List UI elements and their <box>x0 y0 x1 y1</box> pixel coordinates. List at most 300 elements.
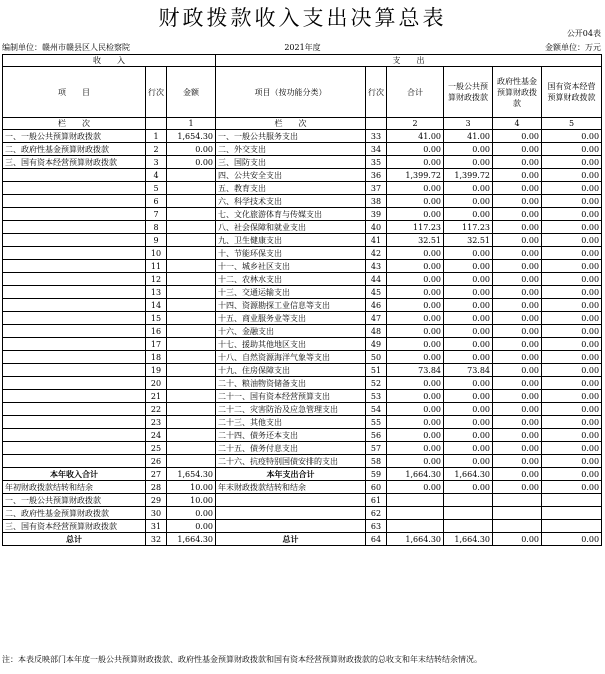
total-cell: 41.00 <box>387 130 444 143</box>
gov-fund-cell: 0.00 <box>493 156 542 169</box>
table-row <box>3 169 602 182</box>
function-item-header: 项目（按功能分类） <box>216 67 366 118</box>
table-row <box>3 325 602 338</box>
table-row <box>3 156 602 169</box>
general-budget-cell: 0.00 <box>444 351 493 364</box>
table-row <box>3 468 602 481</box>
income-amount-cell: 1,654.30 <box>167 468 216 481</box>
state-capital-cell: 0.00 <box>542 247 602 260</box>
state-capital-cell: 0.00 <box>542 533 602 546</box>
expenditure-row-no-cell: 56 <box>366 429 387 442</box>
col-number: 1 <box>167 118 216 130</box>
income-amount-cell <box>167 195 216 208</box>
income-amount-cell <box>167 221 216 234</box>
col-number: 2 <box>387 118 444 130</box>
expenditure-row-no-cell: 58 <box>366 455 387 468</box>
income-amount-cell <box>167 403 216 416</box>
expenditure-row-no-cell: 37 <box>366 182 387 195</box>
table-row <box>3 182 602 195</box>
total-cell: 0.00 <box>387 286 444 299</box>
income-row-no-cell: 15 <box>146 312 167 325</box>
expenditure-row-no-cell: 64 <box>366 533 387 546</box>
income-amount-cell <box>167 416 216 429</box>
income-row-no-cell: 27 <box>146 468 167 481</box>
total-cell: 0.00 <box>387 455 444 468</box>
expenditure-item-cell: 十、节能环保支出 <box>216 247 366 260</box>
expenditure-item-cell: 四、公共安全支出 <box>216 169 366 182</box>
income-row-no-cell: 24 <box>146 429 167 442</box>
general-budget-cell: 0.00 <box>444 299 493 312</box>
income-row-no-cell: 10 <box>146 247 167 260</box>
income-row-no-cell: 26 <box>146 455 167 468</box>
org-label: 编制单位：赣州市赣县区人民检察院 <box>2 43 130 52</box>
income-row-no-cell: 9 <box>146 234 167 247</box>
income-amount-cell <box>167 286 216 299</box>
state-capital-cell: 0.00 <box>542 143 602 156</box>
expenditure-item-cell: 十五、商业服务业等支出 <box>216 312 366 325</box>
general-budget-cell: 0.00 <box>444 286 493 299</box>
gov-fund-cell: 0.00 <box>493 481 542 494</box>
expenditure-item-cell: 二十四、债务还本支出 <box>216 429 366 442</box>
gov-fund-cell: 0.00 <box>493 338 542 351</box>
gov-fund-cell <box>493 507 542 520</box>
table-row <box>3 494 602 507</box>
total-cell: 1,399.72 <box>387 169 444 182</box>
table-row <box>3 143 602 156</box>
gov-fund-cell: 0.00 <box>493 377 542 390</box>
income-amount-cell <box>167 169 216 182</box>
col-number: 3 <box>444 118 493 130</box>
expenditure-row-no-cell: 50 <box>366 351 387 364</box>
table-row <box>3 377 602 390</box>
income-row-no-cell: 19 <box>146 364 167 377</box>
expenditure-row-no-cell: 36 <box>366 169 387 182</box>
expenditure-item-cell: 十六、金融支出 <box>216 325 366 338</box>
income-amount-cell: 0.00 <box>167 143 216 156</box>
gov-fund-cell: 0.00 <box>493 455 542 468</box>
total-cell <box>387 507 444 520</box>
expenditure-item-cell <box>216 520 366 533</box>
income-item-cell <box>3 221 146 234</box>
state-capital-cell: 0.00 <box>542 416 602 429</box>
total-cell: 0.00 <box>387 143 444 156</box>
expenditure-row-no-cell: 39 <box>366 208 387 221</box>
gov-fund-cell: 0.00 <box>493 182 542 195</box>
expenditure-item-cell: 十二、农林水支出 <box>216 273 366 286</box>
income-amount-cell: 10.00 <box>167 494 216 507</box>
general-budget-cell: 0.00 <box>444 338 493 351</box>
total-cell: 0.00 <box>387 338 444 351</box>
expenditure-item-cell: 二十五、债务付息支出 <box>216 442 366 455</box>
state-capital-cell: 0.00 <box>542 325 602 338</box>
income-amount-cell <box>167 390 216 403</box>
state-capital-cell: 0.00 <box>542 299 602 312</box>
gov-fund-cell: 0.00 <box>493 195 542 208</box>
state-capital-cell: 0.00 <box>542 351 602 364</box>
state-capital-cell: 0.00 <box>542 260 602 273</box>
income-item-cell <box>3 260 146 273</box>
income-item-cell <box>3 169 146 182</box>
expenditure-item-cell: 十三、交通运输支出 <box>216 286 366 299</box>
income-item-cell <box>3 351 146 364</box>
state-capital-cell: 0.00 <box>542 195 602 208</box>
gov-fund-cell: 0.00 <box>493 273 542 286</box>
expenditure-item-cell: 二十一、国有资本经营预算支出 <box>216 390 366 403</box>
gov-fund-cell: 0.00 <box>493 312 542 325</box>
total-cell: 0.00 <box>387 312 444 325</box>
income-item-cell <box>3 312 146 325</box>
footnote: 注：本表反映部门本年度一般公共预算财政拨款、政府性基金预算财政拨款和国有资本经营预算财政拨款的总收支和年末结转结余情况。 <box>2 655 482 664</box>
total-cell: 1,664.30 <box>387 533 444 546</box>
state-capital-cell: 0.00 <box>542 182 602 195</box>
general-budget-cell: 41.00 <box>444 130 493 143</box>
total-cell: 0.00 <box>387 273 444 286</box>
income-item-cell <box>3 416 146 429</box>
income-amount-cell <box>167 429 216 442</box>
expenditure-item-cell: 十一、城乡社区支出 <box>216 260 366 273</box>
total-cell: 117.23 <box>387 221 444 234</box>
income-amount-cell <box>167 299 216 312</box>
income-row-no-cell: 13 <box>146 286 167 299</box>
state-capital-cell: 0.00 <box>542 286 602 299</box>
expenditure-item-cell: 二十二、灾害防治及应急管理支出 <box>216 403 366 416</box>
state-capital-cell: 0.00 <box>542 156 602 169</box>
general-budget-cell: 0.00 <box>444 416 493 429</box>
general-budget-cell: 0.00 <box>444 273 493 286</box>
state-capital-cell: 0.00 <box>542 221 602 234</box>
total-cell: 0.00 <box>387 260 444 273</box>
gov-fund-cell: 0.00 <box>493 442 542 455</box>
expenditure-row-no-cell: 61 <box>366 494 387 507</box>
total-cell: 73.84 <box>387 364 444 377</box>
state-capital-cell: 0.00 <box>542 338 602 351</box>
gov-fund-cell: 0.00 <box>493 286 542 299</box>
income-item-cell <box>3 390 146 403</box>
general-budget-cell: 0.00 <box>444 143 493 156</box>
state-capital-cell: 0.00 <box>542 403 602 416</box>
gov-fund-cell: 0.00 <box>493 468 542 481</box>
state-capital-cell: 0.00 <box>542 130 602 143</box>
income-amount-cell <box>167 442 216 455</box>
income-amount-cell <box>167 338 216 351</box>
gov-fund-cell: 0.00 <box>493 130 542 143</box>
income-item-cell: 三、国有资本经营预算财政拨款 <box>3 156 146 169</box>
general-budget-cell <box>444 494 493 507</box>
general-budget-cell: 1,664.30 <box>444 468 493 481</box>
income-item-cell: 三、国有资本经营预算财政拨款 <box>3 520 146 533</box>
general-budget-cell: 73.84 <box>444 364 493 377</box>
income-item-cell <box>3 234 146 247</box>
gov-fund-cell: 0.00 <box>493 208 542 221</box>
table-row <box>3 507 602 520</box>
expenditure-row-no-cell: 55 <box>366 416 387 429</box>
income-amount-cell <box>167 312 216 325</box>
income-row-no-cell: 6 <box>146 195 167 208</box>
income-row-no-cell: 32 <box>146 533 167 546</box>
gov-fund-cell: 0.00 <box>493 390 542 403</box>
gov-fund-cell: 0.00 <box>493 325 542 338</box>
table-row <box>3 481 602 494</box>
expenditure-header: 支 出 <box>216 55 602 67</box>
income-row-no-cell: 8 <box>146 221 167 234</box>
income-item-cell <box>3 182 146 195</box>
gov-fund-cell: 0.00 <box>493 416 542 429</box>
item-header: 项 目 <box>3 67 146 118</box>
gov-fund-cell: 0.00 <box>493 364 542 377</box>
state-capital-cell: 0.00 <box>542 468 602 481</box>
income-row-no-cell: 14 <box>146 299 167 312</box>
general-budget-cell: 0.00 <box>444 481 493 494</box>
total-cell <box>387 520 444 533</box>
general-budget-cell: 1,399.72 <box>444 169 493 182</box>
income-amount-cell <box>167 325 216 338</box>
form-code: 公开04表 <box>566 29 601 38</box>
expenditure-item-cell: 本年支出合计 <box>216 468 366 481</box>
income-item-cell <box>3 429 146 442</box>
total-cell: 0.00 <box>387 299 444 312</box>
income-item-cell <box>3 377 146 390</box>
income-row-no-cell: 31 <box>146 520 167 533</box>
total-cell: 0.00 <box>387 156 444 169</box>
income-item-cell <box>3 299 146 312</box>
general-budget-cell: 0.00 <box>444 429 493 442</box>
expenditure-item-cell: 八、社会保障和就业支出 <box>216 221 366 234</box>
expenditure-item-cell: 七、文化旅游体育与传媒支出 <box>216 208 366 221</box>
general-budget-cell: 1,664.30 <box>444 533 493 546</box>
general-budget-cell: 0.00 <box>444 377 493 390</box>
income-amount-cell <box>167 455 216 468</box>
income-item-cell: 二、政府性基金预算财政拨款 <box>3 507 146 520</box>
total-cell: 0.00 <box>387 416 444 429</box>
state-capital-cell <box>542 494 602 507</box>
income-row-no-cell: 29 <box>146 494 167 507</box>
income-item-cell <box>3 247 146 260</box>
expenditure-row-no-cell: 53 <box>366 390 387 403</box>
expenditure-row-no-cell: 47 <box>366 312 387 325</box>
general-budget-cell: 0.00 <box>444 390 493 403</box>
col-number: 4 <box>493 118 542 130</box>
expenditure-item-cell: 总计 <box>216 533 366 546</box>
state-capital-cell: 0.00 <box>542 429 602 442</box>
table-row <box>3 429 602 442</box>
expenditure-item-cell: 五、教育支出 <box>216 182 366 195</box>
income-item-cell <box>3 442 146 455</box>
table-row <box>3 520 602 533</box>
general-budget-cell: 0.00 <box>444 312 493 325</box>
expenditure-item-cell: 一、一般公共服务支出 <box>216 130 366 143</box>
expenditure-item-cell: 十八、自然资源海洋气象等支出 <box>216 351 366 364</box>
general-budget-cell: 0.00 <box>444 455 493 468</box>
gov-fund-cell: 0.00 <box>493 299 542 312</box>
table-row <box>3 533 602 546</box>
income-amount-cell <box>167 247 216 260</box>
income-row-no-cell: 2 <box>146 143 167 156</box>
general-budget-cell: 117.23 <box>444 221 493 234</box>
state-capital-cell: 0.00 <box>542 208 602 221</box>
table-row <box>3 130 602 143</box>
total-cell: 0.00 <box>387 429 444 442</box>
table-row <box>3 234 602 247</box>
expenditure-row-no-cell: 40 <box>366 221 387 234</box>
table-row <box>3 364 602 377</box>
expenditure-item-cell: 二十、粮油物资储备支出 <box>216 377 366 390</box>
income-item-cell: 一、一般公共预算财政拨款 <box>3 494 146 507</box>
income-item-cell <box>3 273 146 286</box>
state-capital-cell: 0.00 <box>542 312 602 325</box>
year-label: 2021年度 <box>284 43 321 52</box>
expenditure-row-no-cell: 46 <box>366 299 387 312</box>
income-amount-cell <box>167 351 216 364</box>
budget-table <box>2 54 602 546</box>
expenditure-row-no-cell: 42 <box>366 247 387 260</box>
general-budget-cell: 0.00 <box>444 442 493 455</box>
state-capital-cell <box>542 507 602 520</box>
income-amount-cell: 0.00 <box>167 520 216 533</box>
state-capital-cell <box>542 520 602 533</box>
total-cell: 0.00 <box>387 208 444 221</box>
table-row <box>3 208 602 221</box>
income-item-cell: 一、一般公共预算财政拨款 <box>3 130 146 143</box>
income-row-no-cell: 23 <box>146 416 167 429</box>
income-item-cell: 本年收入合计 <box>3 468 146 481</box>
income-amount-cell <box>167 273 216 286</box>
expenditure-item-cell: 九、卫生健康支出 <box>216 234 366 247</box>
gov-fund-cell: 0.00 <box>493 429 542 442</box>
income-item-cell <box>3 286 146 299</box>
table-row <box>3 351 602 364</box>
general-budget-cell: 0.00 <box>444 325 493 338</box>
income-amount-cell: 1,654.30 <box>167 130 216 143</box>
table-row <box>3 260 602 273</box>
income-amount-cell: 10.00 <box>167 481 216 494</box>
income-row-no-cell: 16 <box>146 325 167 338</box>
state-capital-cell: 0.00 <box>542 377 602 390</box>
table-row <box>3 221 602 234</box>
income-item-cell <box>3 338 146 351</box>
expenditure-item-cell: 十九、住房保障支出 <box>216 364 366 377</box>
income-row-no-cell: 22 <box>146 403 167 416</box>
gov-fund-cell: 0.00 <box>493 351 542 364</box>
general-budget-cell: 0.00 <box>444 260 493 273</box>
income-row-no-cell: 25 <box>146 442 167 455</box>
expenditure-item-cell: 二、外交支出 <box>216 143 366 156</box>
income-item-cell: 年初财政拨款结转和结余 <box>3 481 146 494</box>
gov-fund-cell <box>493 520 542 533</box>
state-capital-cell: 0.00 <box>542 234 602 247</box>
income-amount-cell: 1,664.30 <box>167 533 216 546</box>
total-cell: 0.00 <box>387 325 444 338</box>
general-budget-cell: 0.00 <box>444 403 493 416</box>
total-cell <box>387 494 444 507</box>
income-header: 收 入 <box>3 55 216 67</box>
table-row <box>3 247 602 260</box>
total-cell: 0.00 <box>387 247 444 260</box>
expenditure-item-cell: 二十六、抗疫特别国债安排的支出 <box>216 455 366 468</box>
income-item-cell <box>3 208 146 221</box>
income-item-cell: 总计 <box>3 533 146 546</box>
income-row-no-cell: 7 <box>146 208 167 221</box>
state-capital-cell: 0.00 <box>542 273 602 286</box>
income-amount-cell <box>167 234 216 247</box>
expenditure-item-cell: 十七、援助其他地区支出 <box>216 338 366 351</box>
expenditure-item-cell: 十四、资源勘探工业信息等支出 <box>216 299 366 312</box>
expenditure-row-no-cell: 49 <box>366 338 387 351</box>
state-capital-header: 国有资本经营预算财政拨款 <box>542 67 602 118</box>
table-row <box>3 442 602 455</box>
income-item-cell <box>3 403 146 416</box>
gov-fund-cell: 0.00 <box>493 403 542 416</box>
income-amount-cell <box>167 208 216 221</box>
state-capital-cell: 0.00 <box>542 442 602 455</box>
expenditure-row-no-cell: 45 <box>366 286 387 299</box>
expenditure-row-no-cell: 63 <box>366 520 387 533</box>
income-amount-cell <box>167 260 216 273</box>
table-row <box>3 286 602 299</box>
income-amount-cell: 0.00 <box>167 507 216 520</box>
gov-fund-header: 政府性基金预算财政拨款 <box>493 67 542 118</box>
expenditure-row-no-cell: 48 <box>366 325 387 338</box>
income-row-no-cell: 1 <box>146 130 167 143</box>
income-row-no-cell: 4 <box>146 169 167 182</box>
income-row-no-cell: 30 <box>146 507 167 520</box>
income-row-no-cell: 11 <box>146 260 167 273</box>
table-row <box>3 403 602 416</box>
state-capital-cell: 0.00 <box>542 481 602 494</box>
expenditure-row-no-cell: 35 <box>366 156 387 169</box>
gov-fund-cell: 0.00 <box>493 143 542 156</box>
state-capital-cell: 0.00 <box>542 390 602 403</box>
row-no-header: 行次 <box>146 67 167 118</box>
page-title: 财政拨款收入支出决算总表 <box>158 6 447 30</box>
amount-header: 金额 <box>167 67 216 118</box>
income-row-no-cell: 12 <box>146 273 167 286</box>
general-budget-cell: 32.51 <box>444 234 493 247</box>
income-row-no-cell: 21 <box>146 390 167 403</box>
income-row-no-cell: 17 <box>146 338 167 351</box>
total-cell: 0.00 <box>387 377 444 390</box>
table-row <box>3 338 602 351</box>
general-budget-cell: 0.00 <box>444 156 493 169</box>
general-budget-cell <box>444 507 493 520</box>
state-capital-cell: 0.00 <box>542 169 602 182</box>
expenditure-row-no-cell: 62 <box>366 507 387 520</box>
expenditure-row-no-cell: 52 <box>366 377 387 390</box>
income-item-cell: 二、政府性基金预算财政拨款 <box>3 143 146 156</box>
general-budget-cell: 0.00 <box>444 247 493 260</box>
total-cell: 0.00 <box>387 351 444 364</box>
table-row <box>3 416 602 429</box>
income-amount-cell <box>167 182 216 195</box>
expenditure-row-no-cell: 60 <box>366 481 387 494</box>
general-budget-cell: 0.00 <box>444 195 493 208</box>
expenditure-row-no-cell: 38 <box>366 195 387 208</box>
general-budget-header: 一般公共预算财政拨款 <box>444 67 493 118</box>
state-capital-cell: 0.00 <box>542 364 602 377</box>
general-budget-cell <box>444 520 493 533</box>
income-row-no-cell: 20 <box>146 377 167 390</box>
table-row <box>3 299 602 312</box>
gov-fund-cell: 0.00 <box>493 247 542 260</box>
total-cell: 1,664.30 <box>387 468 444 481</box>
gov-fund-cell: 0.00 <box>493 260 542 273</box>
gov-fund-cell: 0.00 <box>493 221 542 234</box>
income-row-no-cell: 18 <box>146 351 167 364</box>
state-capital-cell: 0.00 <box>542 455 602 468</box>
expenditure-item-cell: 三、国防支出 <box>216 156 366 169</box>
gov-fund-cell <box>493 494 542 507</box>
expenditure-row-no-cell: 43 <box>366 260 387 273</box>
total-cell: 0.00 <box>387 390 444 403</box>
